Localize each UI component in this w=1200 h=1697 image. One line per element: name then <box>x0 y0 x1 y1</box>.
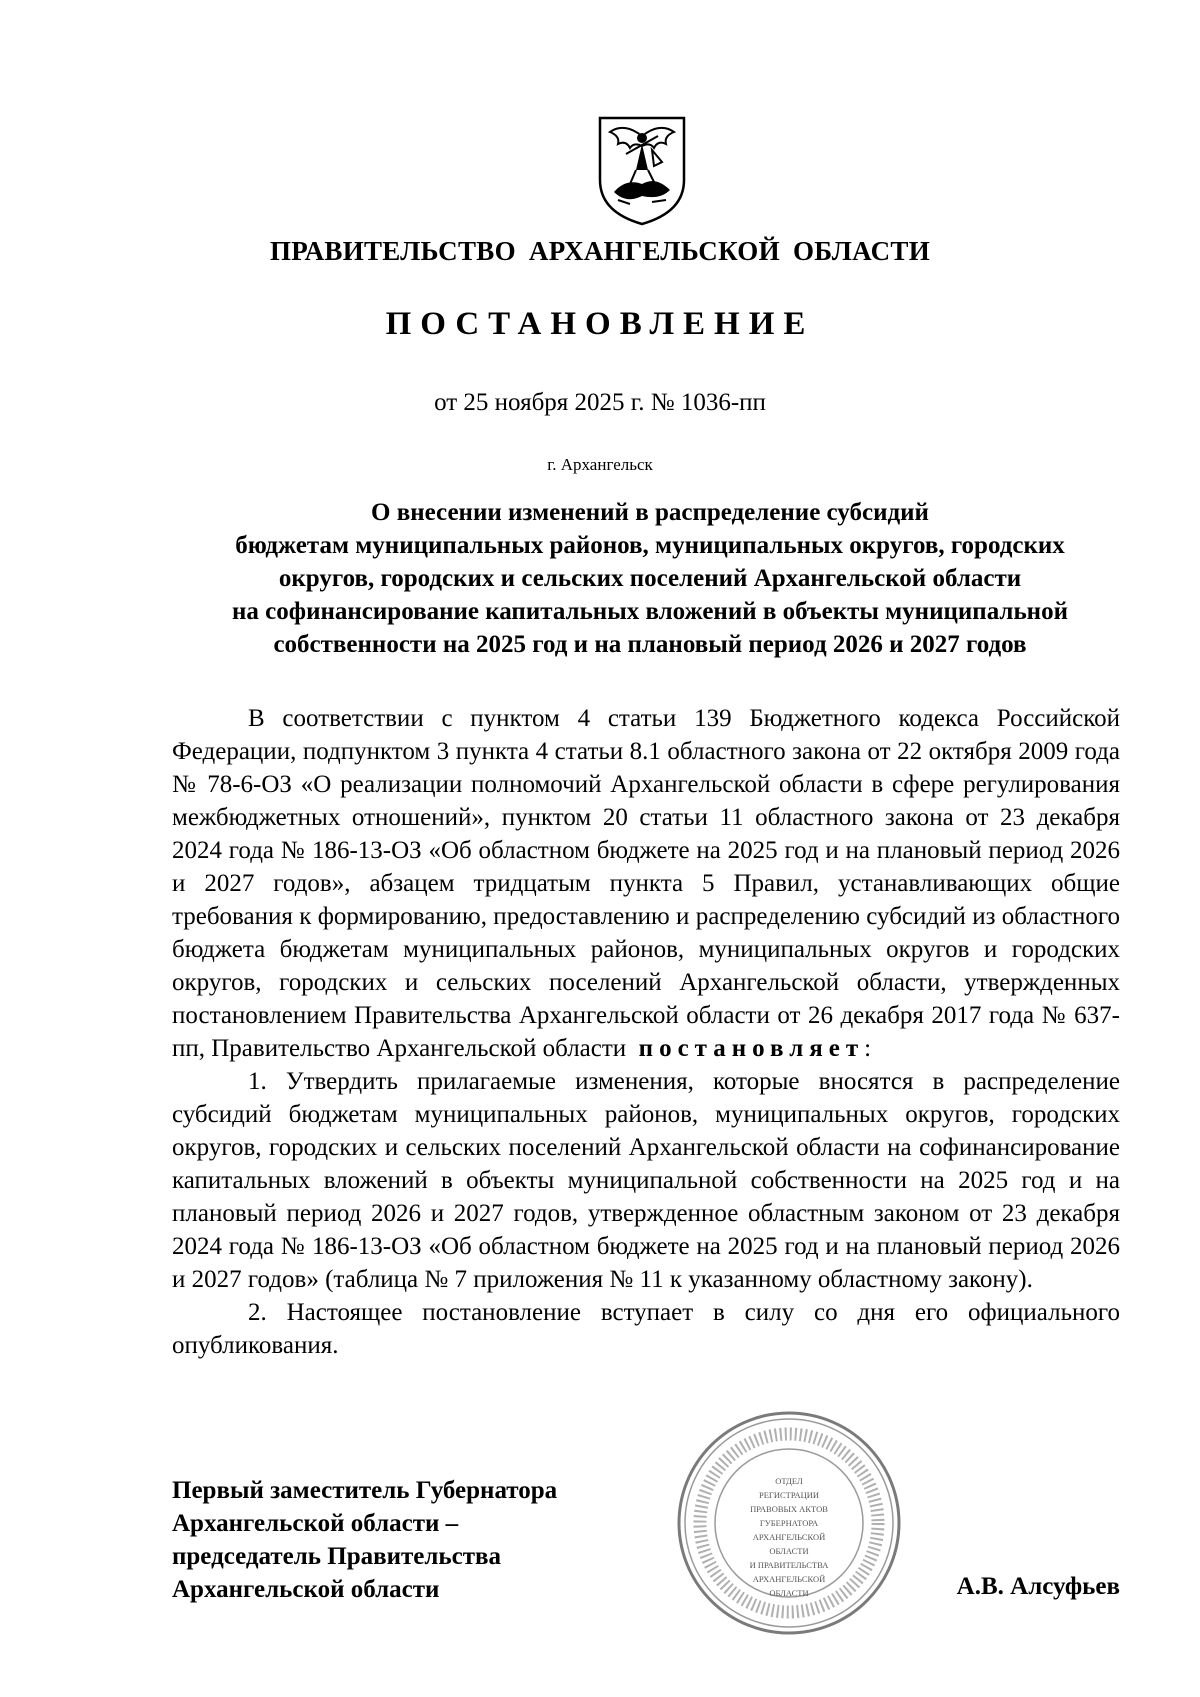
signatory-position-line: Первый заместитель Губернатора <box>172 1477 558 1504</box>
stamp-line: РЕГИСТРАЦИИ <box>758 1490 820 1500</box>
document-type: ПОСТАНОВЛЕНИЕ <box>385 306 815 342</box>
stamp-line: ГУБЕРНАТОРА <box>759 1518 819 1528</box>
title-line: О внесении изменений в распределение субсидий <box>371 499 929 526</box>
signatory-position-line: Архангельской области <box>172 1576 440 1603</box>
document-title <box>170 496 1130 661</box>
document-date-number: от 25 ноября 2025 г. № 1036-пп <box>434 389 766 416</box>
document-city: г. Архангельск <box>547 455 653 474</box>
signatory-name: А.В. Алсуфьев <box>956 1573 1120 1600</box>
title-line: на софинансирование капитальных вложений в объекты муниципальной <box>232 598 1068 625</box>
coat-of-arms-icon <box>596 114 688 226</box>
preamble-text: В соответствии с пунктом 4 статьи 139 Бюджетного кодекса Российской Федерации, подпунктом 3 пункта 4 статьи 8.1 областного закона от 22 октября 2009 года № 78-6-ОЗ «О реализации полномочий Архангельской области в сфере регулирования межбюджетных отношений», пунктом 20 статьи 11 областного закона от 23 декабря 2024 года № 186-13-ОЗ «Об областном бюджете на 2025 год и на плановый период 2026 и 2027 годов», абзацем тридцатым пункта 5 Правил, устанавливающих общие требования к формированию, предоставлению и распределению субсидий из областного бюджета бюджетам муниципальных районов, муниципальных округов и городских округов, городских и сельских поселений Архангельской области, утвержденных постановлением Правительства Архангельской области от 26 декабря 2017 года № 637-пп, Правительство Архангельской области <box>172 705 1120 1062</box>
stamp-line: АРХАНГЕЛЬСКОЙ <box>752 1574 826 1584</box>
stamp-line: ОТДЕЛ <box>775 1476 803 1486</box>
government-name: ПРАВИТЕЛЬСТВО АРХАНГЕЛЬСКОЙ ОБЛАСТИ <box>269 236 931 266</box>
signatory-position-line: председатель Правительства <box>172 1543 502 1570</box>
stamp-line: ОБЛАСТИ <box>769 1588 809 1598</box>
decree-word: постановляет <box>638 1035 865 1062</box>
item-1-paragraph: 1. Утвердить прилагаемые изменения, которые вносятся в распределение субсидий бюджетам муниципальных районов, муниципальных округов, городских округов, городских и сельских поселений Архангельской области на софинансирование капитальных вложений в объекты муниципальной собственности на 2025 год и на плановый период 2026 и 2027 годов, утвержденное областным законом от 23 декабря 2024 года № 186-13-ОЗ «Об областном бюджете на 2025 год и на плановый период 2026 и 2027 годов» (таблица № 7 приложения № 11 к указанному областному закону). <box>172 1068 1120 1293</box>
decree-colon: : <box>864 1035 872 1062</box>
stamp-line: И ПРАВИТЕЛЬСТВА <box>749 1560 829 1570</box>
official-stamp <box>676 1410 902 1636</box>
title-line: бюджетам муниципальных районов, муниципальных округов, городских <box>235 532 1065 559</box>
title-line: собственности на 2025 год и на плановый период 2026 и 2027 годов <box>273 631 1027 658</box>
signatory-position <box>172 1474 557 1606</box>
stamp-line: АРХАНГЕЛЬСКОЙ <box>752 1532 826 1542</box>
preamble-paragraph <box>172 702 1120 1065</box>
stamp-line: ОБЛАСТИ <box>769 1546 809 1556</box>
document-body <box>172 702 1120 1362</box>
signatory-position-line: Архангельской области – <box>172 1510 459 1537</box>
item-2-paragraph: 2. Настоящее постановление вступает в силу со дня его официального опубликования. <box>172 1299 1120 1359</box>
title-line: округов, городских и сельских поселений Архангельской области <box>278 565 1022 592</box>
stamp-line: ПРАВОВЫХ АКТОВ <box>750 1504 828 1514</box>
